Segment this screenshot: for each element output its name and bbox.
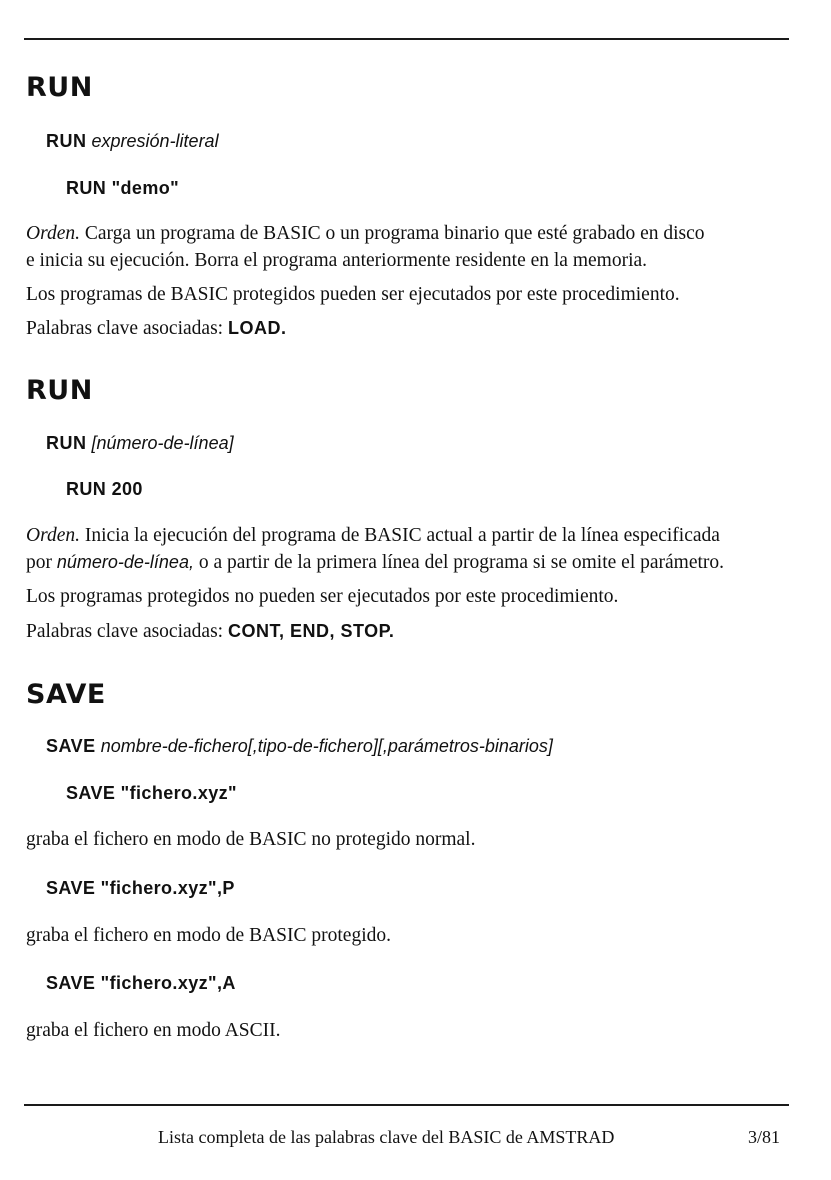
related-keywords-label: Palabras clave asociadas:: [26, 318, 224, 339]
description-text-2: e inicia su ejecución. Borra el programa anteriormente residente en la memoria.: [26, 250, 648, 271]
syntax-keyword: SAVE: [46, 736, 96, 756]
description-argument: número-de-línea,: [56, 552, 194, 572]
description-lead: Orden.: [26, 525, 80, 546]
example-save-normal: SAVE "fichero.xyz": [66, 783, 237, 803]
top-rule: [24, 38, 789, 40]
bottom-rule: [24, 1104, 789, 1106]
description-save-ascii: graba el fichero en modo ASCII.: [26, 1020, 281, 1041]
section-heading-save: SAVE: [26, 679, 106, 710]
syntax-keyword: RUN: [46, 131, 87, 151]
related-keywords-run-line: [26, 618, 791, 645]
syntax-save: [46, 736, 553, 757]
description-save-normal: graba el fichero en modo de BASIC no protegido normal.: [26, 829, 476, 850]
description-text-pre: por: [26, 552, 52, 573]
description-text-post: o a partir de la primera línea del programa si se omite el parámetro.: [198, 552, 725, 573]
example-run-200: RUN 200: [66, 479, 143, 499]
syntax-run-literal: [46, 131, 219, 152]
example-save-ascii: SAVE "fichero.xyz",A: [46, 973, 236, 993]
description-run-literal: [26, 220, 791, 274]
description-lead: Orden.: [26, 223, 80, 244]
note-run-line: Los programas protegidos no pueden ser ejecutados por este procedimiento.: [26, 586, 619, 607]
page-number: 3/81: [748, 1127, 781, 1147]
related-keywords-run-literal: [26, 315, 791, 342]
syntax-keyword: RUN: [46, 433, 87, 453]
section-heading-run: RUN: [26, 72, 93, 103]
syntax-argument: [número-de-línea]: [91, 433, 234, 453]
footer-title: Lista completa de las palabras clave del BASIC de AMSTRAD: [158, 1127, 615, 1147]
example-run-demo: RUN "demo": [66, 178, 180, 198]
section-heading-run-line: RUN: [26, 375, 93, 406]
related-keywords-label: Palabras clave asociadas:: [26, 621, 224, 642]
related-keywords: CONT, END, STOP.: [227, 621, 395, 641]
description-text: Carga un programa de BASIC o un programa binario que esté grabado en disco: [84, 223, 705, 244]
syntax-run-line: [46, 433, 234, 454]
related-keywords: LOAD.: [227, 318, 287, 338]
note-run-literal: Los programas de BASIC protegidos pueden ser ejecutados por este procedimiento.: [26, 284, 680, 305]
syntax-argument: nombre-de-fichero[,tipo-de-fichero][,parámetros-binarios]: [100, 736, 553, 756]
example-save-protected: SAVE "fichero.xyz",P: [46, 878, 235, 898]
syntax-argument: expresión-literal: [91, 131, 219, 151]
description-text: Inicia la ejecución del programa de BASIC actual a partir de la línea especificada: [84, 525, 720, 546]
description-run-line: [26, 522, 791, 576]
description-save-protected: graba el fichero en modo de BASIC protegido.: [26, 925, 391, 946]
